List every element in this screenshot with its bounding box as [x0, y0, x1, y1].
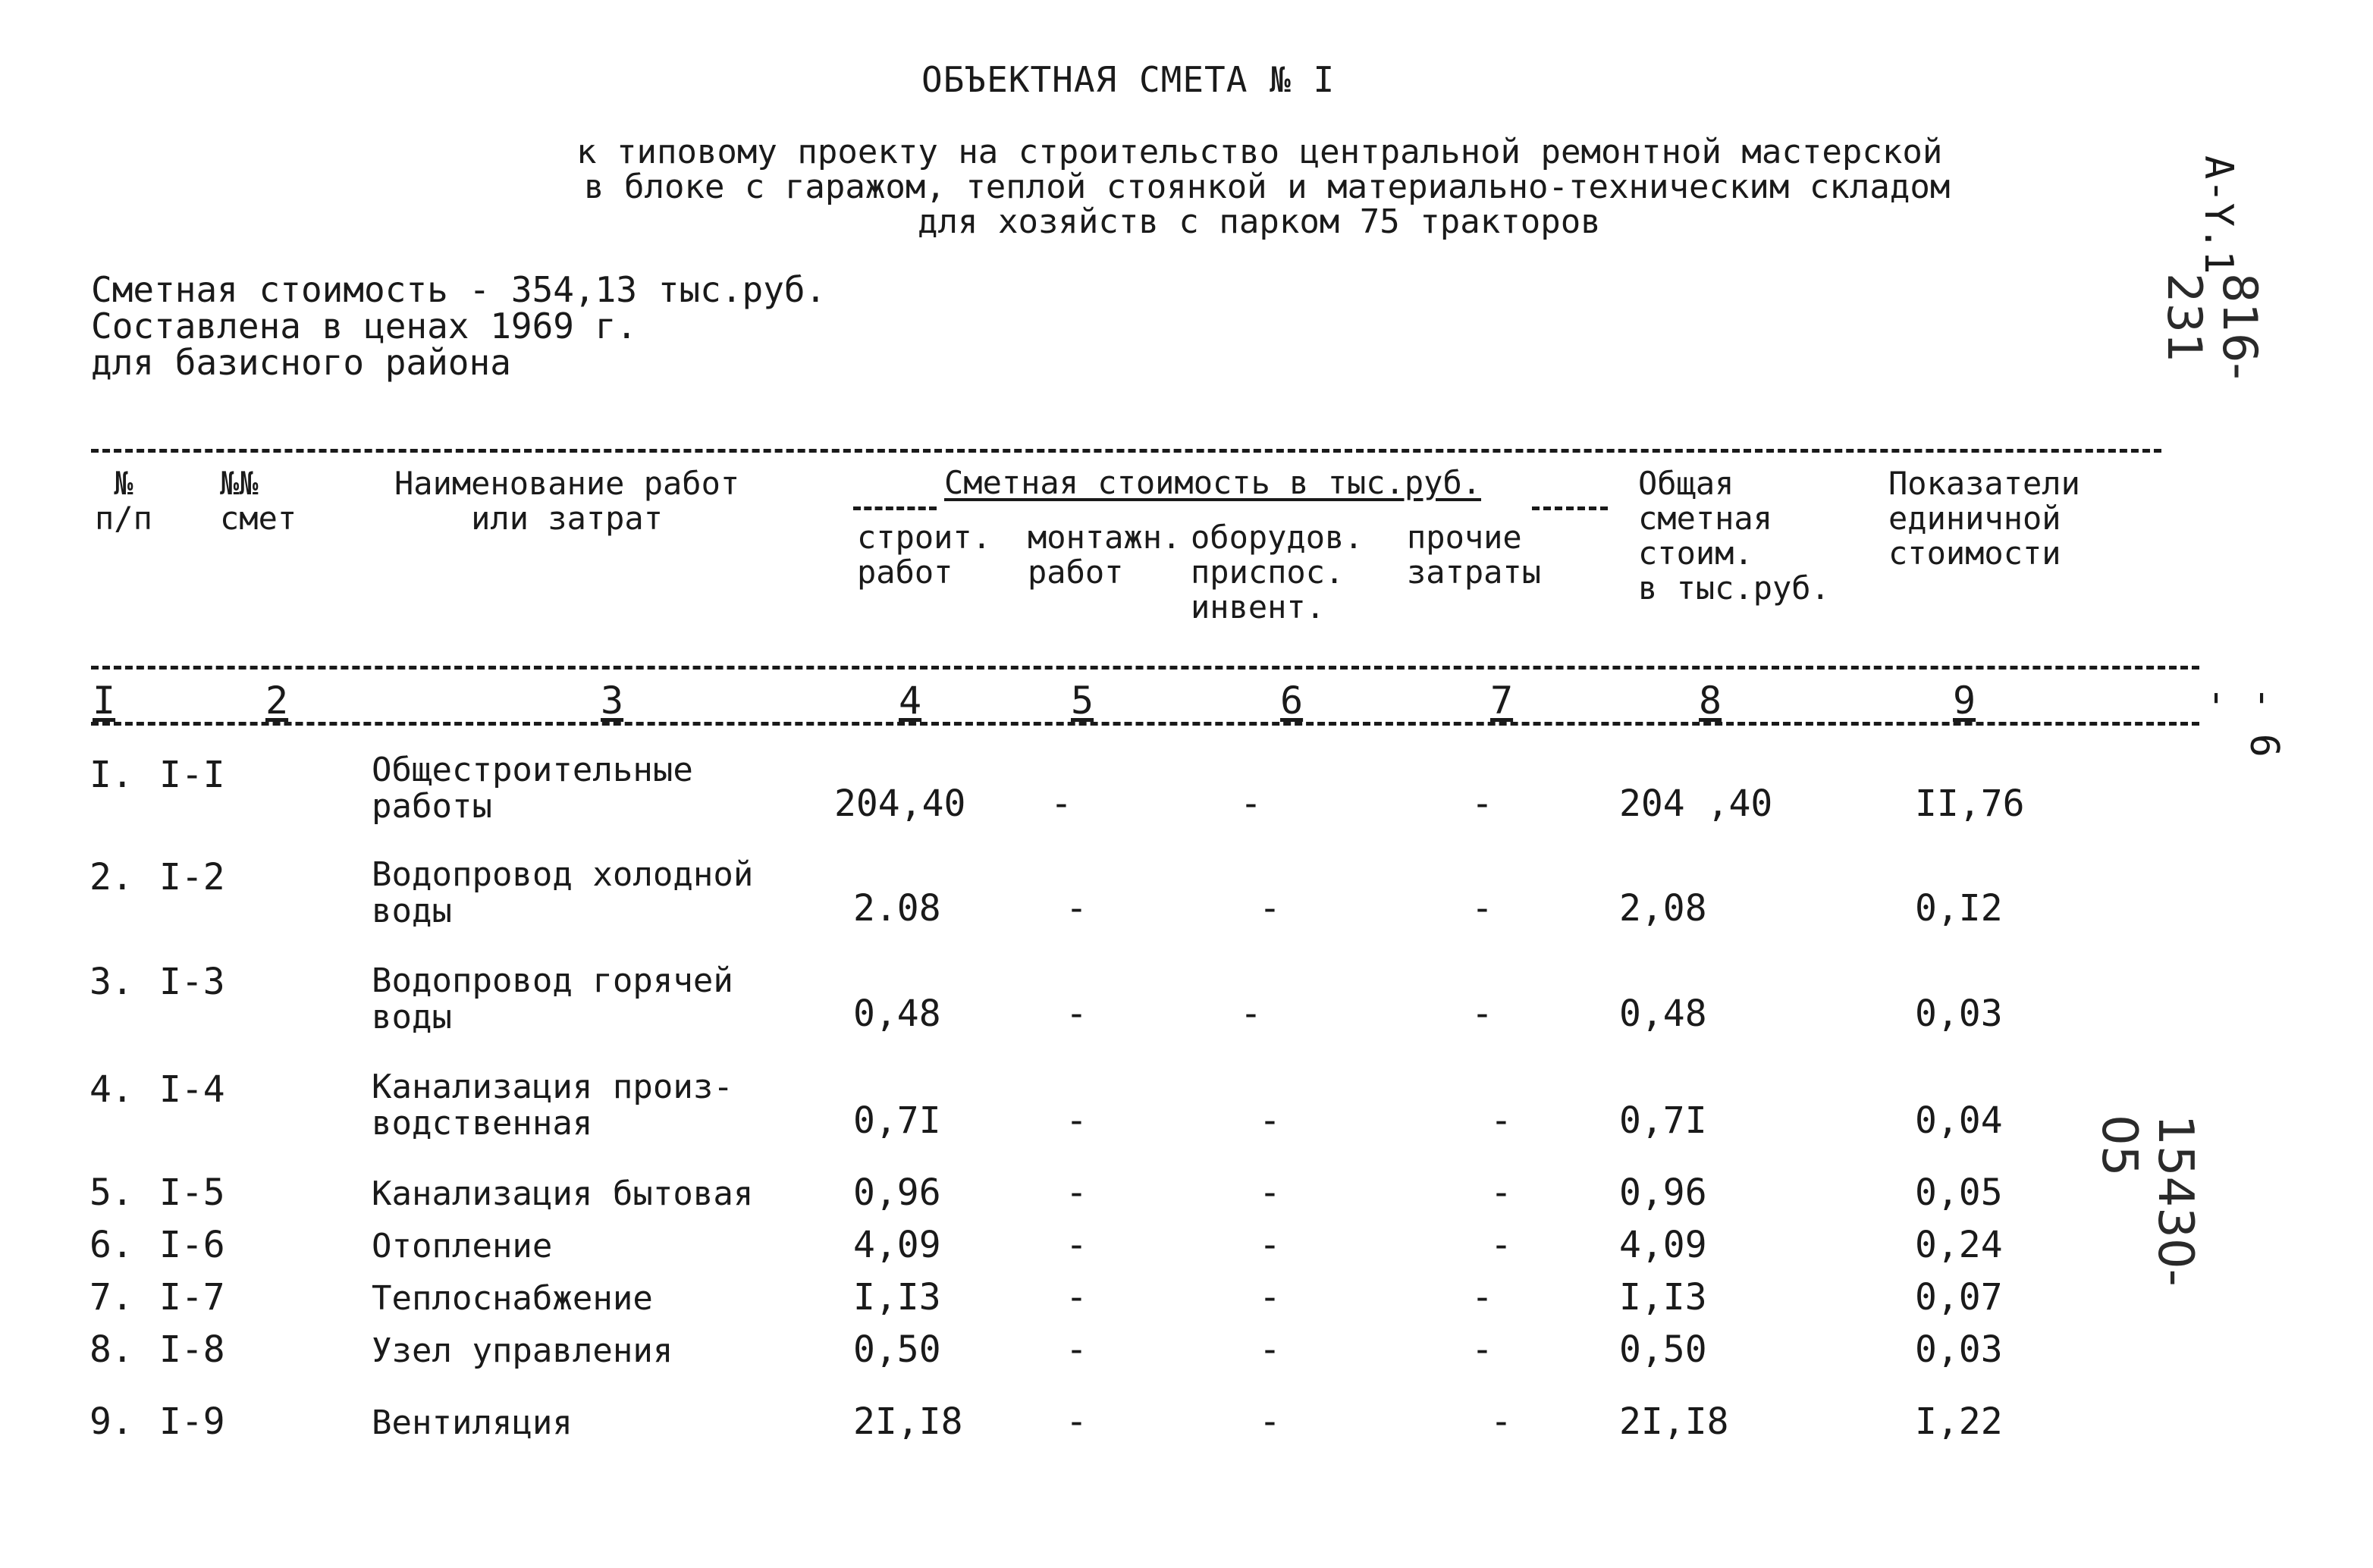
row-construction: I,I3 — [853, 1276, 941, 1319]
row-total: 2,08 — [1619, 887, 1707, 930]
row-construction: 0,50 — [853, 1328, 941, 1371]
subtitle-line-3: для хозяйств с парком 75 тракторов — [918, 202, 1601, 241]
table-top-rule — [91, 449, 2161, 453]
row-equipment: - — [1259, 1171, 1281, 1214]
row-equipment: - — [1240, 993, 1262, 1035]
row-equipment: - — [1259, 1224, 1281, 1266]
row-indicator: 0,05 — [1915, 1171, 2003, 1214]
document-title: ОБЪЕКТНАЯ СМЕТА № I — [921, 59, 1336, 100]
row-number: 5. — [89, 1171, 133, 1214]
row-name: Водопровод горячей воды — [372, 961, 733, 1036]
row-construction: 0,48 — [853, 993, 941, 1035]
row-name: Вентиляция — [372, 1403, 573, 1442]
row-estimate: I-7 — [159, 1276, 225, 1319]
colnum-7: 7 — [1490, 679, 1514, 723]
header-installation: монтажн. работ — [1028, 519, 1182, 591]
row-other: - — [1471, 1276, 1493, 1319]
row-installation: - — [1066, 1328, 1088, 1371]
header-group-rule-left — [853, 506, 937, 510]
colnum-9: 9 — [1953, 679, 1976, 723]
row-estimate: I-9 — [159, 1400, 225, 1443]
header-estimate: №№ смет — [220, 465, 297, 537]
row-indicator: 0,07 — [1915, 1276, 2003, 1319]
estimate-cost: Сметная стоимость - 354,13 тыс.руб. — [91, 269, 827, 310]
row-equipment: - — [1259, 1276, 1281, 1319]
row-number: 8. — [89, 1328, 133, 1371]
row-name: Теплоснабжение — [372, 1279, 653, 1318]
row-number: 6. — [89, 1224, 133, 1266]
row-installation: - — [1066, 1400, 1088, 1443]
row-estimate: I-4 — [159, 1068, 225, 1111]
header-other: прочие затраты — [1407, 519, 1542, 591]
header-equipment: оборудов. приспос. инвент. — [1191, 519, 1364, 626]
row-indicator: 0,03 — [1915, 1328, 2003, 1371]
header-num: № п/п — [95, 465, 152, 537]
row-total: 0,7I — [1619, 1099, 1707, 1142]
row-other: - — [1490, 1224, 1512, 1266]
row-indicator: 0,04 — [1915, 1099, 2003, 1142]
row-other: - — [1490, 1099, 1512, 1142]
row-name: Отопление — [372, 1227, 553, 1265]
row-other: - — [1471, 782, 1493, 825]
row-total: 0,48 — [1619, 993, 1707, 1035]
row-equipment: - — [1259, 1400, 1281, 1443]
row-indicator: 0,24 — [1915, 1224, 2003, 1266]
row-name: Канализация бытовая — [372, 1174, 754, 1213]
header-group: Сметная стоимость в тыс.руб. — [944, 464, 1482, 501]
row-total: I,I3 — [1619, 1276, 1707, 1319]
row-number: 2. — [89, 856, 133, 898]
row-installation: - — [1066, 1099, 1088, 1142]
header-total: Общая сметная стоим. в тыс.руб. — [1638, 465, 1830, 607]
row-construction: 0,96 — [853, 1171, 941, 1214]
row-construction: 0,7I — [853, 1099, 941, 1142]
row-other: - — [1471, 1328, 1493, 1371]
row-equipment: - — [1240, 782, 1262, 825]
row-total: 204 ,40 — [1619, 782, 1773, 825]
colnum-3: 3 — [601, 679, 624, 723]
header-group-rule-right — [1532, 506, 1608, 510]
row-number: I. — [89, 754, 133, 796]
header-construction: строит. работ — [857, 519, 992, 591]
row-other: - — [1471, 887, 1493, 930]
row-total: 4,09 — [1619, 1224, 1707, 1266]
row-installation: - — [1066, 1224, 1088, 1266]
row-installation: - — [1066, 1171, 1088, 1214]
row-other: - — [1490, 1400, 1512, 1443]
page-number: - 6 - — [2196, 686, 2287, 757]
row-indicator: I,22 — [1915, 1400, 2003, 1443]
subtitle-line-2: в блоке с гаражом, теплой стоянкой и материально-техническим складом — [584, 168, 1951, 206]
row-other: - — [1471, 993, 1493, 1035]
colnum-6: 6 — [1280, 679, 1304, 723]
colnum-1: I — [93, 679, 116, 723]
header-indicators: Показатели единичной стоимости — [1888, 465, 2080, 572]
row-name: Общестроительные работы — [372, 751, 693, 826]
row-construction: 2I,I8 — [853, 1400, 963, 1443]
row-total: 0,50 — [1619, 1328, 1707, 1371]
row-number: 7. — [89, 1276, 133, 1319]
row-estimate: I-6 — [159, 1224, 225, 1266]
row-estimate: I-5 — [159, 1171, 225, 1214]
row-estimate: I-8 — [159, 1328, 225, 1371]
row-construction: 4,09 — [853, 1224, 941, 1266]
row-equipment: - — [1259, 1099, 1281, 1142]
row-installation: - — [1050, 782, 1072, 825]
colnum-5: 5 — [1071, 679, 1094, 723]
colnum-4: 4 — [899, 679, 922, 723]
handwritten-stamp: 15430-05 — [2091, 1115, 2203, 1287]
row-installation: - — [1066, 887, 1088, 930]
side-code-number: 816-231 — [2157, 273, 2268, 380]
row-estimate: I-2 — [159, 856, 225, 898]
row-estimate: I-3 — [159, 961, 225, 1003]
row-installation: - — [1066, 1276, 1088, 1319]
row-construction: 2.08 — [853, 887, 941, 930]
row-name: Водопровод холодной воды — [372, 855, 754, 930]
row-number: 3. — [89, 961, 133, 1003]
row-total: 0,96 — [1619, 1171, 1707, 1214]
row-indicator: 0,03 — [1915, 993, 2003, 1035]
side-code-top: А-Ү.1 — [2196, 155, 2241, 274]
row-number: 9. — [89, 1400, 133, 1443]
colnum-8: 8 — [1699, 679, 1722, 723]
row-installation: - — [1066, 993, 1088, 1035]
row-equipment: - — [1259, 887, 1281, 930]
base-region: для базисного района — [91, 342, 511, 383]
row-construction: 204,40 — [834, 782, 966, 825]
row-name: Канализация произ- водственная — [372, 1068, 733, 1143]
header-name: Наименование работ или затрат — [394, 465, 740, 537]
row-indicator: II,76 — [1915, 782, 2025, 825]
price-year: Составлена в ценах 1969 г. — [91, 306, 638, 347]
row-total: 2I,I8 — [1619, 1400, 1729, 1443]
row-other: - — [1490, 1171, 1512, 1214]
colnum-2: 2 — [265, 679, 289, 723]
row-number: 4. — [89, 1068, 133, 1111]
row-estimate: I-I — [159, 754, 225, 796]
colnum-rule — [91, 722, 2199, 726]
row-equipment: - — [1259, 1328, 1281, 1371]
row-indicator: 0,I2 — [1915, 887, 2003, 930]
subtitle-line-1: к типовому проекту на строительство центральной ремонтной мастерской — [576, 133, 1943, 171]
row-name: Узел управления — [372, 1331, 673, 1370]
header-bottom-rule — [91, 666, 2199, 670]
